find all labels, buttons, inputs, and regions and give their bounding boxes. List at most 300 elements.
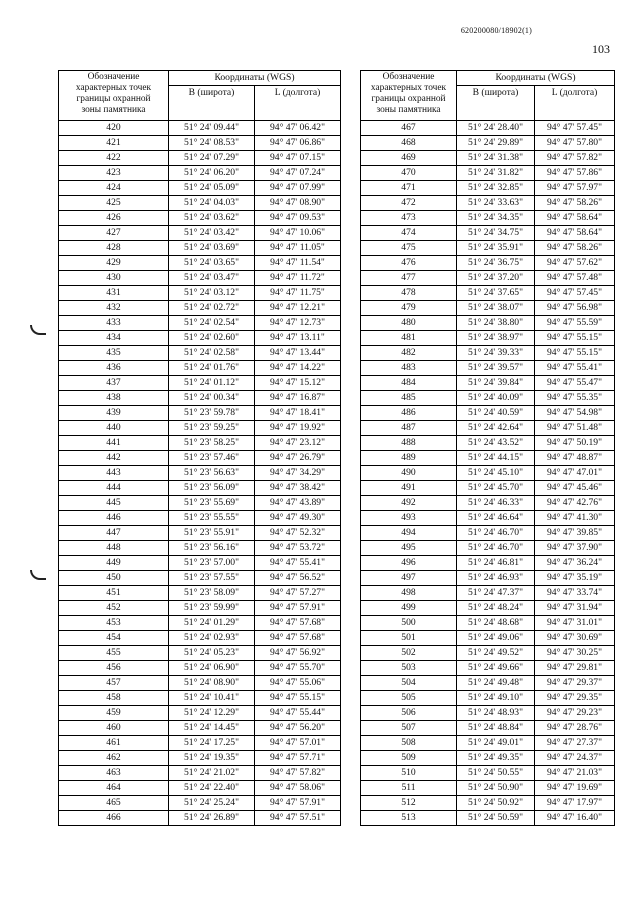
table-row [361,406,615,421]
latitude-value: 51° 24' 04.03" [169,196,255,211]
table-row [361,736,615,751]
point-number: 468 [361,136,457,151]
point-number: 498 [361,586,457,601]
point-number: 421 [59,136,169,151]
point-number: 457 [59,676,169,691]
point-number: 456 [59,661,169,676]
point-number: 497 [361,571,457,586]
longitude-value: 94° 47' 07.15" [255,151,341,166]
point-number: 470 [361,166,457,181]
longitude-value: 94° 47' 49.30" [255,511,341,526]
longitude-value: 94° 47' 07.99" [255,181,341,196]
designation-header-line: зоны памятника [81,105,146,115]
latitude-value: 51° 24' 38.80" [457,316,535,331]
point-number: 480 [361,316,457,331]
latitude-value: 51° 24' 29.89" [457,136,535,151]
latitude-value: 51° 24' 32.85" [457,181,535,196]
point-number: 499 [361,601,457,616]
point-number: 486 [361,406,457,421]
longitude-value: 94° 47' 29.35" [535,691,615,706]
latitude-value: 51° 24' 02.58" [169,346,255,361]
latitude-value: 51° 24' 36.75" [457,256,535,271]
table-body [59,121,341,826]
point-number: 447 [59,526,169,541]
point-number: 450 [59,571,169,586]
latitude-value: 51° 24' 12.29" [169,706,255,721]
table-row [59,496,341,511]
table-row [59,586,341,601]
point-number: 463 [59,766,169,781]
table-row [59,391,341,406]
latitude-value: 51° 24' 34.35" [457,211,535,226]
latitude-value: 51° 24' 34.75" [457,226,535,241]
longitude-header: L (долгота) [535,86,615,121]
latitude-value: 51° 24' 31.38" [457,151,535,166]
longitude-value: 94° 47' 53.72" [255,541,341,556]
table-row [59,601,341,616]
document-id: 620200080/18902(1) [460,26,532,35]
table-row [59,256,341,271]
longitude-value: 94° 47' 58.26" [535,196,615,211]
table-row [59,751,341,766]
point-number: 427 [59,226,169,241]
table-row [59,781,341,796]
point-number: 478 [361,286,457,301]
table-row [361,601,615,616]
table-row [361,301,615,316]
latitude-value: 51° 24' 50.92" [457,796,535,811]
point-number: 495 [361,541,457,556]
point-number: 475 [361,241,457,256]
latitude-value: 51° 23' 55.69" [169,496,255,511]
longitude-value: 94° 47' 57.68" [255,616,341,631]
table-row [59,346,341,361]
table-row [361,766,615,781]
latitude-value: 51° 24' 08.90" [169,676,255,691]
point-number: 508 [361,736,457,751]
latitude-value: 51° 24' 01.12" [169,376,255,391]
table-row [59,121,341,136]
longitude-value: 94° 47' 57.68" [255,631,341,646]
margin-mark [30,325,46,335]
longitude-value: 94° 47' 55.41" [255,556,341,571]
point-number: 504 [361,676,457,691]
longitude-value: 94° 47' 11.75" [255,286,341,301]
point-number: 492 [361,496,457,511]
longitude-value: 94° 47' 57.82" [255,766,341,781]
longitude-value: 94° 47' 57.51" [255,811,341,826]
point-number: 443 [59,466,169,481]
point-number: 432 [59,301,169,316]
longitude-value: 94° 47' 57.71" [255,751,341,766]
table-row [361,241,615,256]
table-row [361,121,615,136]
latitude-value: 51° 24' 46.70" [457,526,535,541]
table-row [361,211,615,226]
longitude-value: 94° 47' 18.41" [255,406,341,421]
point-number: 441 [59,436,169,451]
table-row [361,481,615,496]
table-row [59,196,341,211]
latitude-value: 51° 24' 06.20" [169,166,255,181]
point-number: 505 [361,691,457,706]
point-number: 485 [361,391,457,406]
longitude-value: 94° 47' 36.24" [535,556,615,571]
longitude-value: 94° 47' 06.42" [255,121,341,136]
longitude-value: 94° 47' 51.48" [535,421,615,436]
point-number: 460 [59,721,169,736]
longitude-value: 94° 47' 31.01" [535,616,615,631]
latitude-value: 51° 24' 49.35" [457,751,535,766]
table-row [59,301,341,316]
latitude-value: 51° 23' 56.09" [169,481,255,496]
table-row [59,796,341,811]
longitude-value: 94° 47' 26.79" [255,451,341,466]
latitude-value: 51° 24' 49.10" [457,691,535,706]
table-row [361,466,615,481]
table-row [361,691,615,706]
longitude-value: 94° 47' 11.05" [255,241,341,256]
longitude-value: 94° 47' 57.27" [255,586,341,601]
table-row [59,661,341,676]
longitude-value: 94° 47' 19.69" [535,781,615,796]
latitude-value: 51° 24' 21.02" [169,766,255,781]
longitude-value: 94° 47' 45.46" [535,481,615,496]
longitude-value: 94° 47' 14.22" [255,361,341,376]
latitude-value: 51° 24' 46.81" [457,556,535,571]
table-row [361,616,615,631]
longitude-value: 94° 47' 30.69" [535,631,615,646]
longitude-value: 94° 47' 56.92" [255,646,341,661]
designation-header [59,71,169,121]
longitude-value: 94° 47' 55.15" [535,331,615,346]
longitude-value: 94° 47' 34.29" [255,466,341,481]
latitude-value: 51° 24' 46.70" [457,541,535,556]
latitude-value: 51° 24' 03.62" [169,211,255,226]
longitude-value: 94° 47' 35.19" [535,571,615,586]
point-number: 461 [59,736,169,751]
point-number: 481 [361,331,457,346]
latitude-value: 51° 24' 17.25" [169,736,255,751]
table-row [59,676,341,691]
point-number: 490 [361,466,457,481]
longitude-value: 94° 47' 52.32" [255,526,341,541]
table-row [59,766,341,781]
table-row [59,376,341,391]
point-number: 433 [59,316,169,331]
longitude-value: 94° 47' 57.45" [535,286,615,301]
point-number: 448 [59,541,169,556]
longitude-value: 94° 47' 38.42" [255,481,341,496]
point-number: 439 [59,406,169,421]
table-row [59,556,341,571]
latitude-value: 51° 24' 38.97" [457,331,535,346]
point-number: 428 [59,241,169,256]
longitude-value: 94° 47' 50.19" [535,436,615,451]
point-number: 454 [59,631,169,646]
longitude-value: 94° 47' 55.59" [535,316,615,331]
point-number: 434 [59,331,169,346]
point-number: 451 [59,586,169,601]
longitude-value: 94° 47' 57.45" [535,121,615,136]
longitude-value: 94° 47' 57.91" [255,796,341,811]
table-row [361,166,615,181]
table-row [59,361,341,376]
latitude-value: 51° 24' 01.29" [169,616,255,631]
longitude-value: 94° 47' 55.47" [535,376,615,391]
table-row [59,241,341,256]
table-row [361,391,615,406]
longitude-value: 94° 47' 23.12" [255,436,341,451]
table-row [361,316,615,331]
point-number: 494 [361,526,457,541]
longitude-value: 94° 47' 12.73" [255,316,341,331]
point-number: 483 [361,361,457,376]
latitude-value: 51° 24' 49.48" [457,676,535,691]
point-number: 477 [361,271,457,286]
table-row [59,166,341,181]
point-number: 488 [361,436,457,451]
designation-header-line: характерных точек [75,83,152,93]
table-row [59,481,341,496]
table-row [361,631,615,646]
latitude-value: 51° 23' 59.99" [169,601,255,616]
longitude-value: 94° 47' 55.06" [255,676,341,691]
longitude-value: 94° 47' 27.37" [535,736,615,751]
table-row [361,781,615,796]
latitude-value: 51° 23' 55.55" [169,511,255,526]
point-number: 487 [361,421,457,436]
point-number: 501 [361,631,457,646]
table-row [361,361,615,376]
latitude-value: 51° 24' 45.70" [457,481,535,496]
table-row [361,436,615,451]
latitude-value: 51° 24' 03.42" [169,226,255,241]
longitude-value: 94° 47' 29.37" [535,676,615,691]
latitude-value: 51° 24' 02.60" [169,331,255,346]
table-row [361,346,615,361]
latitude-value: 51° 24' 49.01" [457,736,535,751]
latitude-value: 51° 24' 28.40" [457,121,535,136]
table-row [361,496,615,511]
latitude-value: 51° 23' 56.16" [169,541,255,556]
point-number: 513 [361,811,457,826]
longitude-value: 94° 47' 06.86" [255,136,341,151]
point-number: 459 [59,706,169,721]
longitude-value: 94° 47' 43.89" [255,496,341,511]
table-row [59,226,341,241]
point-number: 484 [361,376,457,391]
coordinates-header: Координаты (WGS) [169,71,341,86]
longitude-value: 94° 47' 21.03" [535,766,615,781]
latitude-value: 51° 24' 46.64" [457,511,535,526]
table-row [59,211,341,226]
table-row [59,541,341,556]
longitude-value: 94° 47' 13.44" [255,346,341,361]
longitude-value: 94° 47' 19.92" [255,421,341,436]
table-row [361,706,615,721]
table-row [59,631,341,646]
longitude-value: 94° 47' 58.64" [535,211,615,226]
latitude-value: 51° 24' 05.09" [169,181,255,196]
point-number: 493 [361,511,457,526]
point-number: 423 [59,166,169,181]
table-row [361,136,615,151]
point-number: 482 [361,346,457,361]
coordinates-table-left [58,70,341,826]
point-number: 431 [59,286,169,301]
table-row [361,376,615,391]
table-row [361,526,615,541]
point-number: 511 [361,781,457,796]
latitude-value: 51° 24' 03.12" [169,286,255,301]
point-number: 512 [361,796,457,811]
table-row [59,286,341,301]
longitude-value: 94° 47' 55.15" [535,346,615,361]
latitude-value: 51° 24' 06.90" [169,661,255,676]
table-row [59,571,341,586]
longitude-value: 94° 47' 58.06" [255,781,341,796]
longitude-value: 94° 47' 55.41" [535,361,615,376]
longitude-value: 94° 47' 16.40" [535,811,615,826]
point-number: 449 [59,556,169,571]
point-number: 437 [59,376,169,391]
latitude-value: 51° 24' 09.44" [169,121,255,136]
latitude-value: 51° 24' 19.35" [169,751,255,766]
point-number: 466 [59,811,169,826]
point-number: 471 [361,181,457,196]
table-row [361,556,615,571]
latitude-value: 51° 24' 10.41" [169,691,255,706]
point-number: 500 [361,616,457,631]
latitude-value: 51° 24' 49.66" [457,661,535,676]
longitude-value: 94° 47' 57.97" [535,181,615,196]
longitude-value: 94° 47' 55.35" [535,391,615,406]
latitude-value: 51° 24' 48.68" [457,616,535,631]
table-row [59,421,341,436]
latitude-value: 51° 24' 43.52" [457,436,535,451]
latitude-value: 51° 23' 57.00" [169,556,255,571]
designation-header-line: границы охранной [76,94,151,104]
latitude-value: 51° 24' 25.24" [169,796,255,811]
table-row [361,676,615,691]
point-number: 452 [59,601,169,616]
latitude-value: 51° 24' 37.65" [457,286,535,301]
point-number: 425 [59,196,169,211]
latitude-value: 51° 24' 45.10" [457,466,535,481]
point-number: 502 [361,646,457,661]
latitude-value: 51° 24' 49.52" [457,646,535,661]
table-row [59,691,341,706]
point-number: 430 [59,271,169,286]
table-row [59,646,341,661]
latitude-value: 51° 24' 37.20" [457,271,535,286]
longitude-value: 94° 47' 08.90" [255,196,341,211]
table-row [361,196,615,211]
point-number: 503 [361,661,457,676]
point-number: 507 [361,721,457,736]
latitude-value: 51° 24' 38.07" [457,301,535,316]
longitude-value: 94° 47' 12.21" [255,301,341,316]
point-number: 509 [361,751,457,766]
table-row [361,451,615,466]
longitude-value: 94° 47' 41.30" [535,511,615,526]
latitude-value: 51° 24' 03.69" [169,241,255,256]
point-number: 435 [59,346,169,361]
latitude-header: B (широта) [169,86,255,121]
longitude-value: 94° 47' 39.85" [535,526,615,541]
point-number: 422 [59,151,169,166]
latitude-value: 51° 23' 55.91" [169,526,255,541]
longitude-value: 94° 47' 57.82" [535,151,615,166]
latitude-value: 51° 23' 59.25" [169,421,255,436]
longitude-value: 94° 47' 48.87" [535,451,615,466]
latitude-value: 51° 23' 58.25" [169,436,255,451]
table-row [361,661,615,676]
longitude-value: 94° 47' 10.06" [255,226,341,241]
longitude-value: 94° 47' 42.76" [535,496,615,511]
margin-mark [30,570,46,580]
point-number: 464 [59,781,169,796]
point-number: 473 [361,211,457,226]
longitude-value: 94° 47' 57.01" [255,736,341,751]
latitude-value: 51° 24' 40.59" [457,406,535,421]
longitude-value: 94° 47' 24.37" [535,751,615,766]
point-number: 462 [59,751,169,766]
latitude-value: 51° 24' 47.37" [457,586,535,601]
longitude-value: 94° 47' 55.15" [255,691,341,706]
longitude-header: L (долгота) [255,86,341,121]
point-number: 506 [361,706,457,721]
designation-header-line: Обозначение [382,72,435,82]
table-row [361,331,615,346]
point-number: 465 [59,796,169,811]
point-number: 467 [361,121,457,136]
latitude-value: 51° 24' 39.84" [457,376,535,391]
longitude-value: 94° 47' 16.87" [255,391,341,406]
table-row [361,571,615,586]
table-row [59,136,341,151]
table-row [59,466,341,481]
point-number: 491 [361,481,457,496]
latitude-value: 51° 23' 56.63" [169,466,255,481]
table-row [59,811,341,826]
longitude-value: 94° 47' 37.90" [535,541,615,556]
table-row [361,586,615,601]
point-number: 445 [59,496,169,511]
latitude-value: 51° 23' 57.46" [169,451,255,466]
latitude-value: 51° 24' 02.54" [169,316,255,331]
point-number: 469 [361,151,457,166]
longitude-value: 94° 47' 29.81" [535,661,615,676]
point-number: 453 [59,616,169,631]
point-number: 429 [59,256,169,271]
latitude-value: 51° 24' 08.53" [169,136,255,151]
point-number: 476 [361,256,457,271]
longitude-value: 94° 47' 58.64" [535,226,615,241]
table-row [361,511,615,526]
longitude-value: 94° 47' 11.54" [255,256,341,271]
longitude-value: 94° 47' 57.86" [535,166,615,181]
latitude-value: 51° 24' 14.45" [169,721,255,736]
page-number: 103 [592,42,610,56]
table-row [361,751,615,766]
latitude-value: 51° 24' 49.06" [457,631,535,646]
point-number: 440 [59,421,169,436]
longitude-value: 94° 47' 55.70" [255,661,341,676]
longitude-value: 94° 47' 56.20" [255,721,341,736]
longitude-value: 94° 47' 17.97" [535,796,615,811]
